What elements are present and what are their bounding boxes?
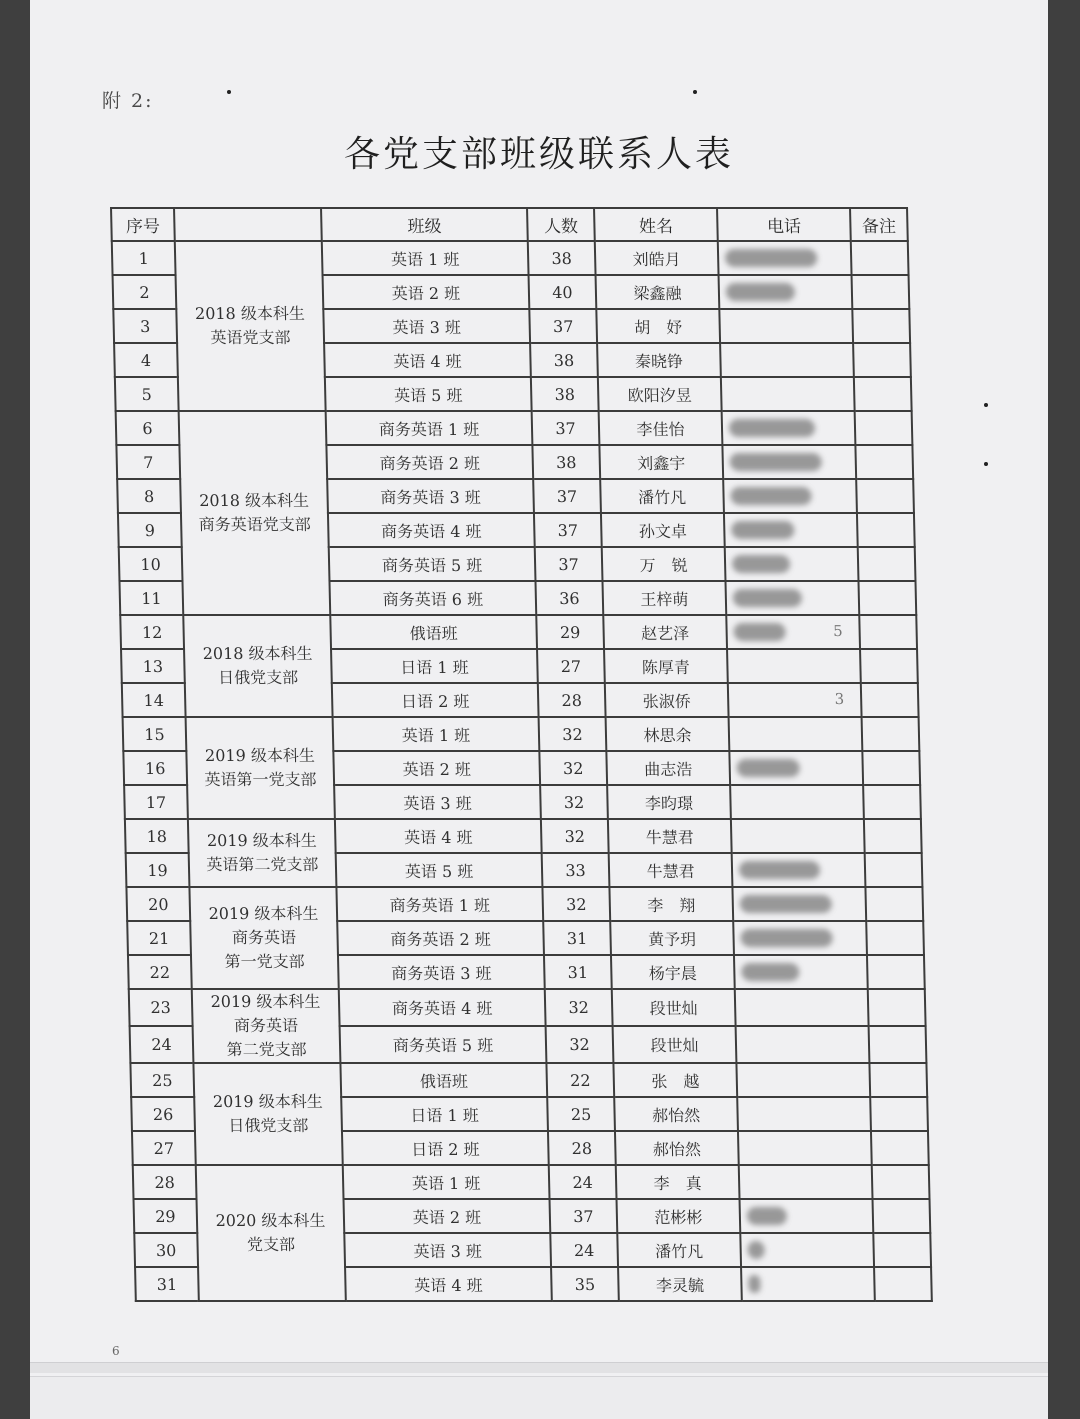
row-seq: 23 xyxy=(129,989,193,1026)
row-note xyxy=(851,241,909,275)
row-seq: 9 xyxy=(118,513,182,547)
row-seq: 15 xyxy=(123,717,187,751)
header-note: 备注 xyxy=(850,208,908,241)
row-class: 日语 2 班 xyxy=(342,1131,549,1165)
row-phone xyxy=(736,1063,870,1097)
page-stack-edge xyxy=(30,1362,1048,1373)
row-seq: 18 xyxy=(125,819,189,853)
table-row xyxy=(126,887,923,921)
party-branch: 2019 级本科生 英语第二党支部 xyxy=(188,819,337,887)
row-seq: 13 xyxy=(121,649,185,683)
row-seq: 21 xyxy=(127,921,191,955)
row-phone xyxy=(741,1267,875,1301)
phone-redaction xyxy=(725,249,817,267)
row-phone xyxy=(719,309,853,343)
row-class: 商务英语 2 班 xyxy=(326,445,533,479)
row-contact-name: 林思余 xyxy=(606,717,730,751)
row-phone xyxy=(738,1131,872,1165)
row-note xyxy=(865,853,923,887)
speck xyxy=(984,403,988,407)
phone-redaction xyxy=(732,555,790,573)
row-count: 27 xyxy=(537,649,605,683)
row-phone xyxy=(734,955,868,989)
page-stack-edge xyxy=(30,1376,1048,1419)
row-class: 商务英语 3 班 xyxy=(327,479,534,513)
row-contact-name: 牛慧君 xyxy=(608,819,732,853)
party-branch: 2018 级本科生 商务英语党支部 xyxy=(179,411,331,615)
document-page xyxy=(30,0,1048,1418)
row-contact-name: 梁鑫融 xyxy=(596,275,720,309)
row-count: 24 xyxy=(549,1165,617,1199)
party-branch: 2019 级本科生 日俄党支部 xyxy=(193,1063,342,1165)
row-count: 33 xyxy=(542,853,610,887)
row-phone xyxy=(725,547,859,581)
row-phone xyxy=(722,445,856,479)
phone-redaction xyxy=(739,861,820,879)
row-phone xyxy=(724,513,858,547)
row-count: 38 xyxy=(531,377,599,411)
row-count: 28 xyxy=(548,1131,616,1165)
row-contact-name: 范彬彬 xyxy=(617,1199,741,1233)
row-contact-name: 李 真 xyxy=(616,1165,740,1199)
row-count: 31 xyxy=(543,921,611,955)
row-count: 38 xyxy=(532,445,600,479)
row-seq: 27 xyxy=(132,1131,196,1165)
row-contact-name: 万 锐 xyxy=(602,547,726,581)
row-note xyxy=(860,649,918,683)
header-seq: 序号 xyxy=(111,208,175,241)
row-note xyxy=(855,411,913,445)
row-note xyxy=(870,1097,928,1131)
phone-redaction xyxy=(740,895,832,913)
row-class: 日语 1 班 xyxy=(341,1097,548,1131)
row-count: 25 xyxy=(547,1097,615,1131)
row-contact-name: 秦晓铮 xyxy=(597,343,721,377)
row-seq: 4 xyxy=(114,343,178,377)
row-class: 商务英语 1 班 xyxy=(336,887,543,921)
row-note xyxy=(873,1199,931,1233)
row-class: 商务英语 5 班 xyxy=(329,547,536,581)
speck xyxy=(984,462,988,466)
phone-redaction xyxy=(737,759,800,777)
row-contact-name: 李昀璟 xyxy=(607,785,731,819)
row-phone xyxy=(737,1097,871,1131)
row-contact-name: 刘鑫宇 xyxy=(599,445,723,479)
phone-redaction xyxy=(726,283,795,301)
row-count: 32 xyxy=(541,819,609,853)
row-class: 商务英语 3 班 xyxy=(338,955,545,989)
row-note xyxy=(856,479,914,513)
phone-redaction xyxy=(748,1275,760,1293)
phone-redaction xyxy=(747,1241,764,1259)
row-note xyxy=(861,683,919,717)
row-contact-name: 郝怡然 xyxy=(614,1097,738,1131)
row-seq: 25 xyxy=(130,1063,194,1097)
row-seq: 12 xyxy=(120,615,184,649)
row-count: 32 xyxy=(539,751,607,785)
row-contact-name: 潘竹凡 xyxy=(600,479,724,513)
row-seq: 10 xyxy=(119,547,183,581)
contact-table xyxy=(110,207,933,1302)
row-note xyxy=(854,377,912,411)
party-branch: 2018 级本科生 英语党支部 xyxy=(175,241,326,411)
party-branch: 2019 级本科生 商务英语 第二党支部 xyxy=(192,989,341,1063)
speck xyxy=(227,90,231,94)
row-count: 32 xyxy=(546,1026,614,1063)
page-number: 6 xyxy=(112,1344,120,1358)
row-class: 日语 2 班 xyxy=(332,683,539,717)
row-note xyxy=(864,819,922,853)
speck xyxy=(693,90,697,94)
row-contact-name: 欧阳汐昱 xyxy=(598,377,722,411)
row-phone xyxy=(729,751,863,785)
row-phone xyxy=(729,717,863,751)
row-phone xyxy=(725,581,859,615)
row-count: 32 xyxy=(545,989,613,1026)
row-note xyxy=(858,581,916,615)
row-count: 35 xyxy=(551,1267,619,1301)
row-class: 英语 3 班 xyxy=(323,309,530,343)
row-class: 英语 4 班 xyxy=(324,343,531,377)
row-phone xyxy=(740,1199,874,1233)
header-branch xyxy=(174,208,322,241)
row-seq: 5 xyxy=(115,377,179,411)
page-title: 各党支部班级联系人表 xyxy=(343,134,734,175)
row-count: 36 xyxy=(535,581,603,615)
row-seq: 22 xyxy=(128,955,192,989)
row-class: 商务英语 5 班 xyxy=(340,1026,547,1063)
row-count: 29 xyxy=(536,615,604,649)
row-note xyxy=(868,989,926,1026)
row-count: 37 xyxy=(533,479,601,513)
row-note xyxy=(872,1165,930,1199)
phone-redaction xyxy=(731,521,794,539)
row-phone xyxy=(736,1026,870,1063)
row-contact-name: 赵艺泽 xyxy=(603,615,727,649)
phone-redaction xyxy=(733,589,802,607)
row-class: 商务英语 1 班 xyxy=(326,411,533,445)
row-note xyxy=(858,547,916,581)
row-contact-name: 孙文卓 xyxy=(601,513,725,547)
table-row xyxy=(130,1063,927,1097)
row-contact-name: 潘竹凡 xyxy=(617,1233,741,1267)
row-count: 37 xyxy=(534,513,602,547)
row-seq: 20 xyxy=(126,887,190,921)
table-row xyxy=(116,411,913,445)
row-class: 英语 1 班 xyxy=(322,241,529,275)
phone-redaction xyxy=(730,487,811,505)
row-seq: 8 xyxy=(117,479,181,513)
row-phone xyxy=(722,411,856,445)
row-contact-name: 陈厚青 xyxy=(604,649,728,683)
row-phone xyxy=(733,921,867,955)
row-count: 22 xyxy=(546,1063,614,1097)
row-phone xyxy=(727,649,861,683)
row-note xyxy=(869,1063,927,1097)
row-note xyxy=(857,513,915,547)
row-count: 40 xyxy=(529,275,597,309)
row-class: 英语 4 班 xyxy=(335,819,542,853)
phone-redaction xyxy=(730,453,822,471)
row-note xyxy=(874,1267,932,1301)
annex-label: 附 2: xyxy=(102,90,154,112)
row-count: 38 xyxy=(530,343,598,377)
row-count: 32 xyxy=(540,785,608,819)
row-phone xyxy=(723,479,857,513)
table-row xyxy=(129,989,926,1026)
row-contact-name: 段世灿 xyxy=(612,989,736,1026)
header-row xyxy=(111,208,908,241)
row-contact-name: 王梓萌 xyxy=(602,581,726,615)
phone-redaction xyxy=(733,623,785,641)
phone-visible-digit: 3 xyxy=(834,690,845,708)
row-contact-name: 李灵毓 xyxy=(618,1267,742,1301)
row-seq: 30 xyxy=(134,1233,198,1267)
row-seq: 6 xyxy=(116,411,180,445)
row-count: 37 xyxy=(535,547,603,581)
row-phone xyxy=(719,275,853,309)
row-note xyxy=(867,955,925,989)
row-seq: 3 xyxy=(113,309,177,343)
row-class: 英语 2 班 xyxy=(344,1199,551,1233)
row-seq: 24 xyxy=(130,1026,194,1063)
row-seq: 17 xyxy=(124,785,188,819)
table-row xyxy=(133,1165,930,1199)
row-note xyxy=(865,887,923,921)
table-row xyxy=(125,819,922,853)
row-class: 英语 2 班 xyxy=(323,275,530,309)
row-seq: 31 xyxy=(135,1267,199,1301)
row-class: 英语 4 班 xyxy=(345,1267,552,1301)
row-count: 37 xyxy=(529,309,597,343)
row-count: 38 xyxy=(528,241,596,275)
row-class: 商务英语 4 班 xyxy=(328,513,535,547)
header-count: 人数 xyxy=(527,208,595,241)
row-class: 俄语班 xyxy=(340,1063,547,1097)
row-contact-name: 李佳怡 xyxy=(599,411,723,445)
row-seq: 16 xyxy=(123,751,187,785)
table-row xyxy=(123,717,920,751)
row-note xyxy=(873,1233,931,1267)
row-seq: 2 xyxy=(113,275,177,309)
phone-redaction xyxy=(729,419,815,437)
row-count: 32 xyxy=(542,887,610,921)
row-count: 24 xyxy=(550,1233,618,1267)
row-seq: 29 xyxy=(134,1199,198,1233)
row-contact-name: 杨宇晨 xyxy=(611,955,735,989)
row-contact-name: 李 翔 xyxy=(609,887,733,921)
row-phone xyxy=(726,615,860,649)
row-contact-name: 黄予玥 xyxy=(610,921,734,955)
row-class: 俄语班 xyxy=(330,615,537,649)
row-seq: 19 xyxy=(126,853,190,887)
row-note xyxy=(862,717,920,751)
row-class: 英语 1 班 xyxy=(343,1165,550,1199)
row-seq: 26 xyxy=(131,1097,195,1131)
row-count: 37 xyxy=(550,1199,618,1233)
row-note xyxy=(871,1131,929,1165)
row-contact-name: 曲志浩 xyxy=(606,751,730,785)
row-phone xyxy=(731,819,865,853)
row-seq: 1 xyxy=(112,241,176,275)
row-phone xyxy=(718,241,852,275)
row-phone xyxy=(732,887,866,921)
row-class: 英语 3 班 xyxy=(334,785,541,819)
row-note xyxy=(859,615,917,649)
row-class: 英语 5 班 xyxy=(336,853,543,887)
row-note xyxy=(855,445,913,479)
row-phone xyxy=(730,785,864,819)
party-branch: 2019 级本科生 英语第一党支部 xyxy=(186,717,335,819)
row-seq: 14 xyxy=(122,683,186,717)
phone-redaction xyxy=(741,963,799,981)
row-phone xyxy=(721,377,855,411)
row-seq: 11 xyxy=(119,581,183,615)
row-count: 32 xyxy=(539,717,607,751)
row-class: 商务英语 6 班 xyxy=(329,581,536,615)
row-note xyxy=(852,275,910,309)
row-class: 日语 1 班 xyxy=(331,649,538,683)
row-contact-name: 牛慧君 xyxy=(609,853,733,887)
row-phone xyxy=(739,1165,873,1199)
row-class: 商务英语 4 班 xyxy=(339,989,546,1026)
row-class: 英语 3 班 xyxy=(344,1233,551,1267)
row-note xyxy=(863,785,921,819)
table-row xyxy=(112,241,909,275)
row-class: 英语 1 班 xyxy=(333,717,540,751)
row-note xyxy=(853,343,911,377)
row-seq: 7 xyxy=(116,445,180,479)
row-contact-name: 郝怡然 xyxy=(615,1131,739,1165)
party-branch: 2019 级本科生 商务英语 第一党支部 xyxy=(189,887,338,989)
row-seq: 28 xyxy=(133,1165,197,1199)
row-note xyxy=(869,1026,927,1063)
row-phone xyxy=(732,853,866,887)
row-count: 31 xyxy=(544,955,612,989)
row-note xyxy=(852,309,910,343)
party-branch: 2018 级本科生 日俄党支部 xyxy=(183,615,332,717)
table-row xyxy=(120,615,917,649)
header-class: 班级 xyxy=(321,208,528,241)
row-contact-name: 张淑侨 xyxy=(605,683,729,717)
phone-redaction xyxy=(747,1207,787,1225)
row-contact-name: 刘皓月 xyxy=(595,241,719,275)
row-note xyxy=(862,751,920,785)
row-contact-name: 张 越 xyxy=(613,1063,737,1097)
phone-visible-digit: 5 xyxy=(832,622,843,640)
row-contact-name: 胡 妤 xyxy=(596,309,720,343)
header-phone: 电话 xyxy=(717,208,851,241)
row-count: 28 xyxy=(538,683,606,717)
row-phone xyxy=(720,343,854,377)
row-note xyxy=(866,921,924,955)
row-class: 英语 2 班 xyxy=(333,751,540,785)
party-branch: 2020 级本科生 党支部 xyxy=(196,1165,346,1301)
row-phone xyxy=(735,989,869,1026)
row-class: 商务英语 2 班 xyxy=(337,921,544,955)
phone-redaction xyxy=(740,929,832,947)
header-name: 姓名 xyxy=(594,208,718,241)
row-count: 37 xyxy=(532,411,600,445)
row-contact-name: 段世灿 xyxy=(613,1026,737,1063)
row-phone xyxy=(740,1233,874,1267)
row-class: 英语 5 班 xyxy=(325,377,532,411)
row-phone xyxy=(728,683,862,717)
